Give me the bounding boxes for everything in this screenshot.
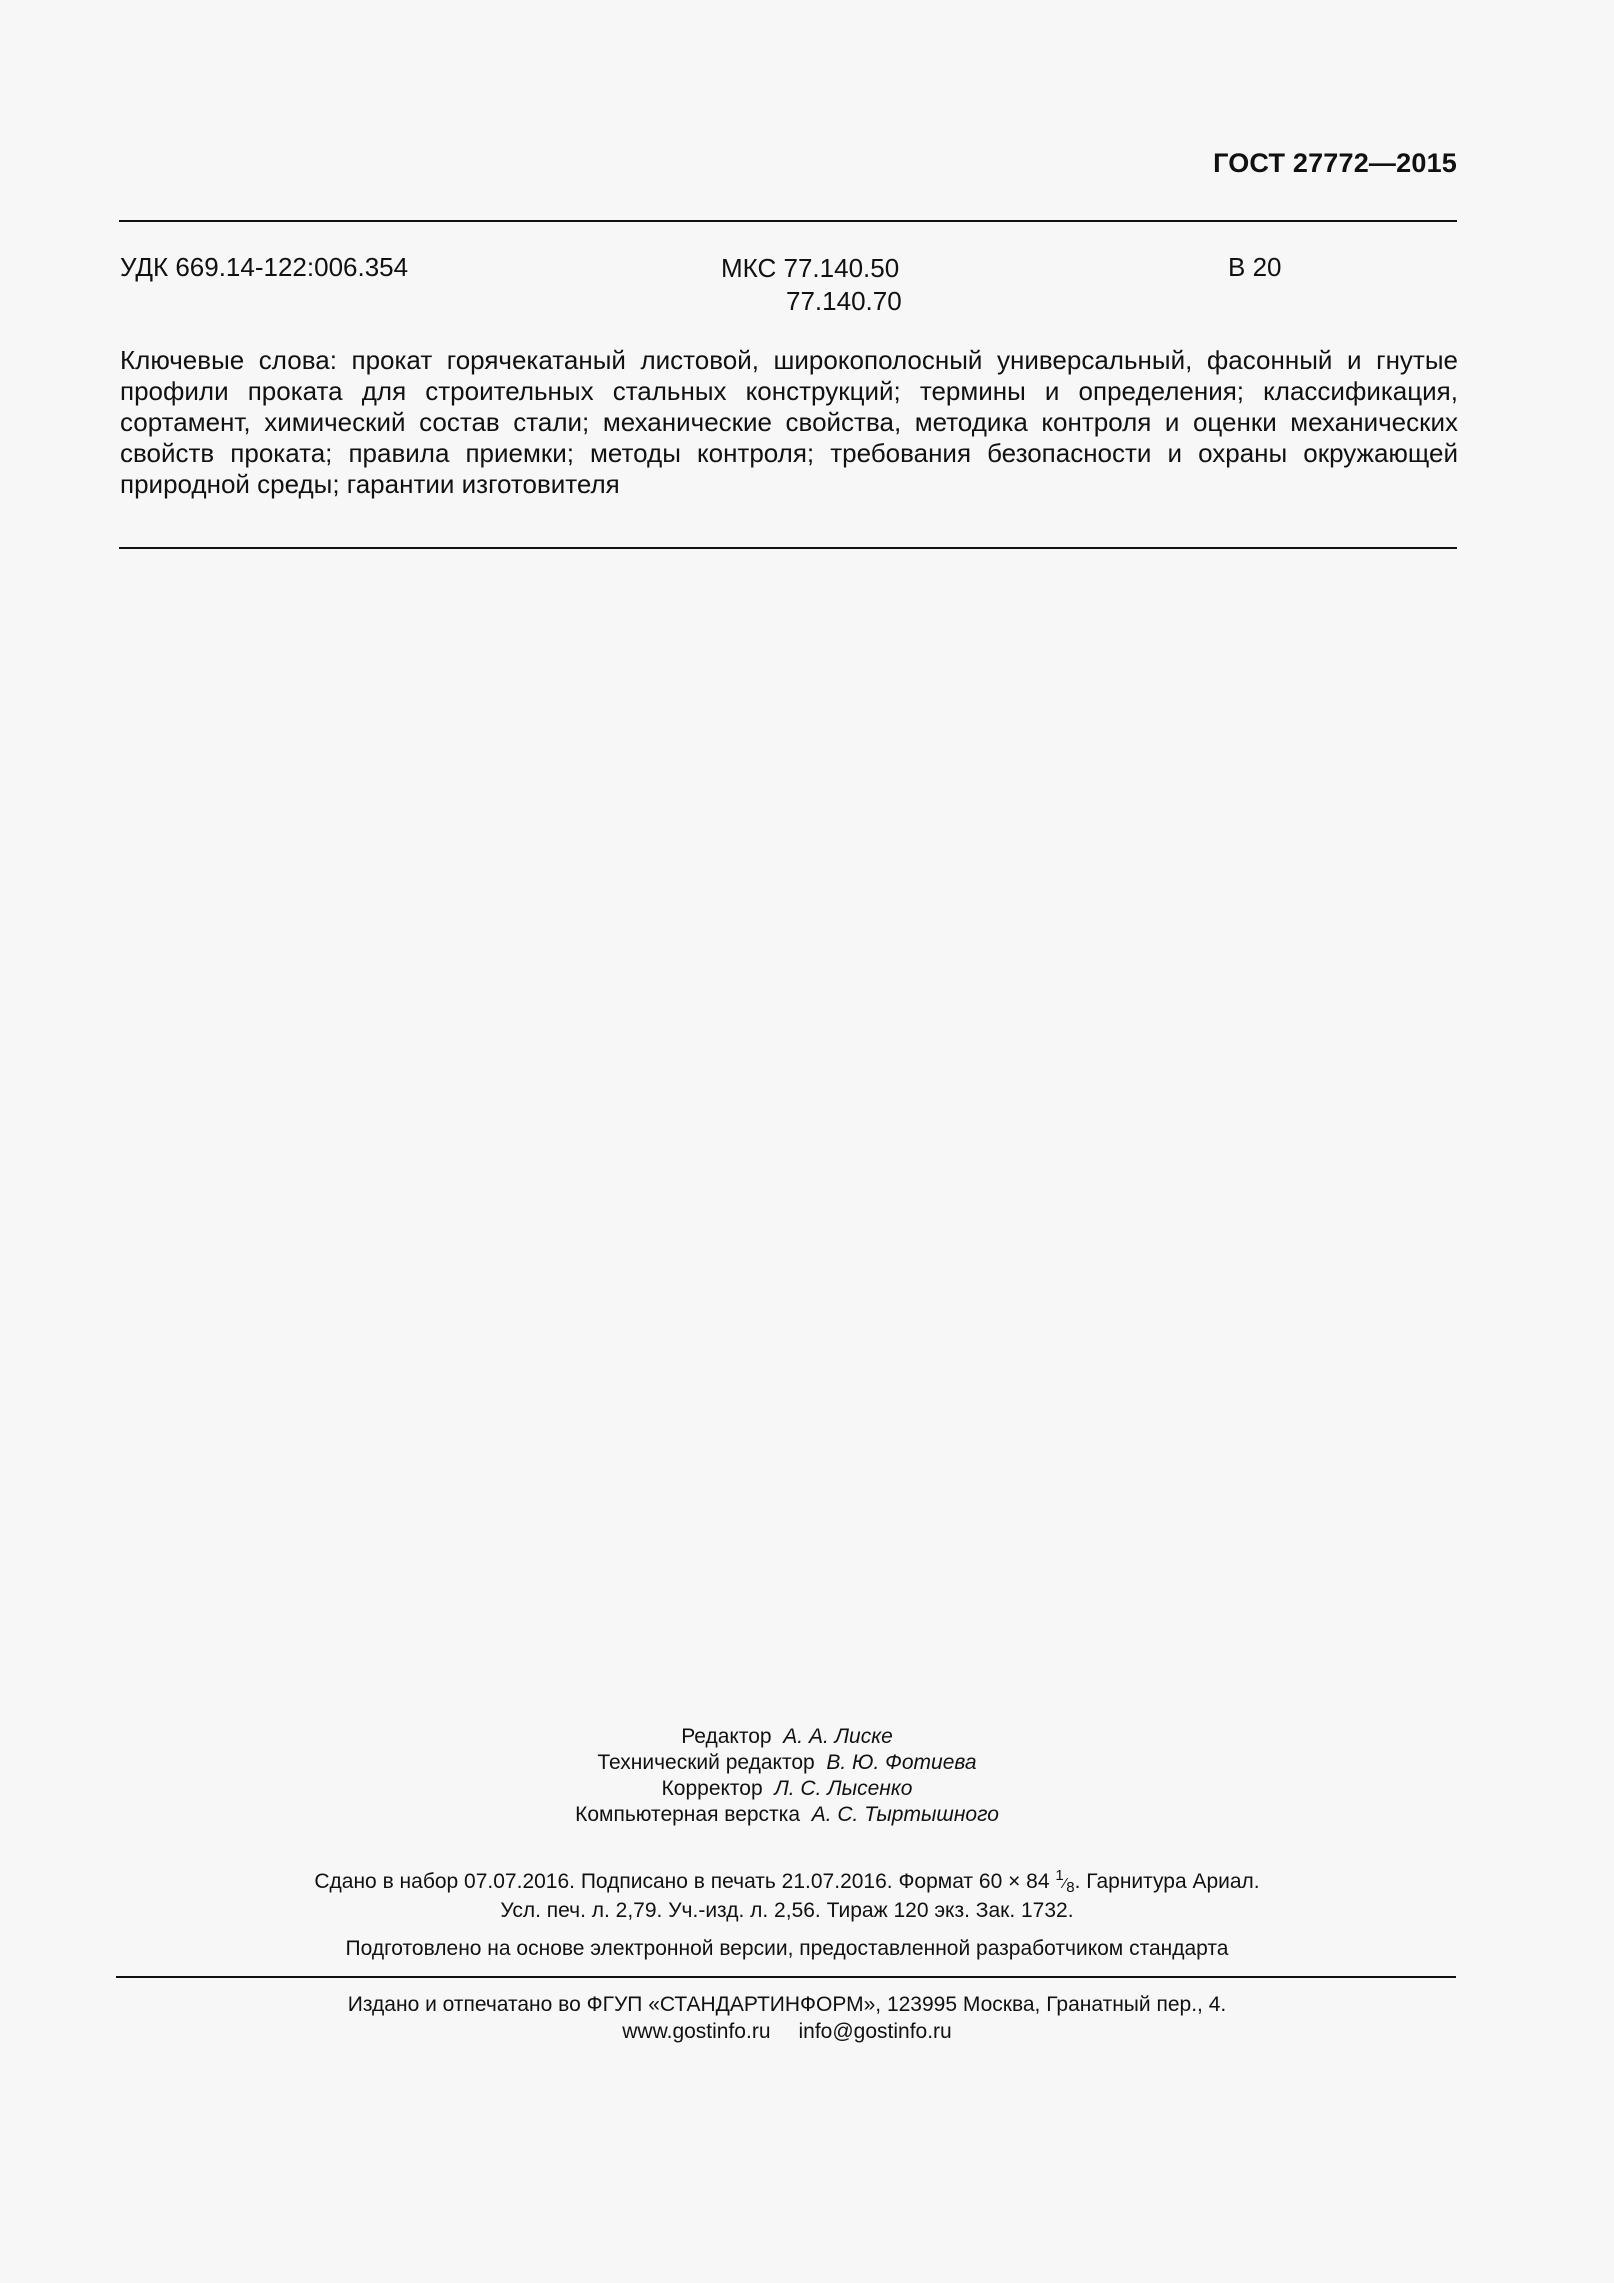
email-link[interactable]: info@gostinfo.ru: [798, 2020, 952, 2043]
imprint-text: . Гарнитура Ариал.: [1074, 1870, 1260, 1893]
keywords-line: Ключевые слова: прокат горячекатаный листовой, широкополосный универсальный, фасонный и гнутые: [120, 345, 1458, 375]
document-code: ГОСТ 27772—2015: [1213, 148, 1457, 178]
publisher-contacts: [0, 2018, 1574, 2045]
imprint-line-2: Усл. печ. л. 2,79. Уч.-изд. л. 2,56. Тираж 120 экз. Зак. 1732.: [500, 1899, 1074, 1922]
credit-role: Корректор: [661, 1777, 763, 1800]
okstu-code: В 20: [1228, 252, 1282, 282]
mks-code-2: 77.140.70: [786, 286, 902, 316]
credit-name: А. С. Тыртышного: [811, 1803, 999, 1826]
website-link[interactable]: www.gostinfo.ru: [622, 2020, 771, 2043]
keywords-line: свойств проката; правила приемки; методы контроля; требования безопасности и охраны окружающей: [120, 438, 1458, 468]
prepared-note: Подготовлено на основе электронной версии, предоставленной разработчиком стандарта: [345, 1937, 1229, 1960]
credit-editor: [0, 1724, 1574, 1750]
publisher-block: [0, 1991, 1574, 2045]
credits-block: [0, 1724, 1574, 1828]
credit-role: Компьютерная верстка: [575, 1803, 801, 1826]
credit-tech-editor: [0, 1750, 1574, 1776]
keywords-block: [120, 345, 1458, 500]
credit-layout: [0, 1802, 1574, 1828]
publisher-address: Издано и отпечатано во ФГУП «СТАНДАРТИНФОРМ», 123995 Москва, Гранатный пер., 4.: [347, 1993, 1227, 2016]
bottom-divider: [116, 1976, 1456, 1978]
imprint-text: Сдано в набор 07.07.2016. Подписано в печать 21.07.2016. Формат 60 × 84: [314, 1870, 1050, 1893]
credit-proofreader: [0, 1776, 1574, 1802]
keywords-line: природной среды; гарантии изготовителя: [120, 469, 620, 499]
format-fraction: 1⁄8: [1055, 1867, 1075, 1896]
mks-code-1: МКС 77.140.50: [721, 253, 900, 283]
credit-name: А. А. Лиске: [783, 1725, 893, 1748]
udk-code: УДК 669.14-122:006.354: [120, 252, 409, 282]
fraction-numerator: 1: [1055, 1867, 1064, 1884]
credit-name: Л. С. Лысенко: [774, 1777, 913, 1800]
credit-role: Редактор: [681, 1725, 772, 1748]
credit-role: Технический редактор: [597, 1751, 815, 1774]
imprint-block: [0, 1868, 1574, 1924]
imprint-line-1: [0, 1868, 1574, 1897]
keywords-line: сортамент, химический состав стали; механические свойства, методика контроля и оценки механических: [120, 407, 1458, 437]
keywords-line: профили проката для строительных стальных конструкций; термины и определения; классификация,: [120, 376, 1458, 406]
top-divider: [119, 220, 1457, 222]
keywords-divider: [119, 547, 1457, 549]
credit-name: В. Ю. Фотиева: [826, 1751, 977, 1774]
fraction-denominator: 8: [1066, 1879, 1075, 1896]
mks-codes: [721, 252, 902, 318]
